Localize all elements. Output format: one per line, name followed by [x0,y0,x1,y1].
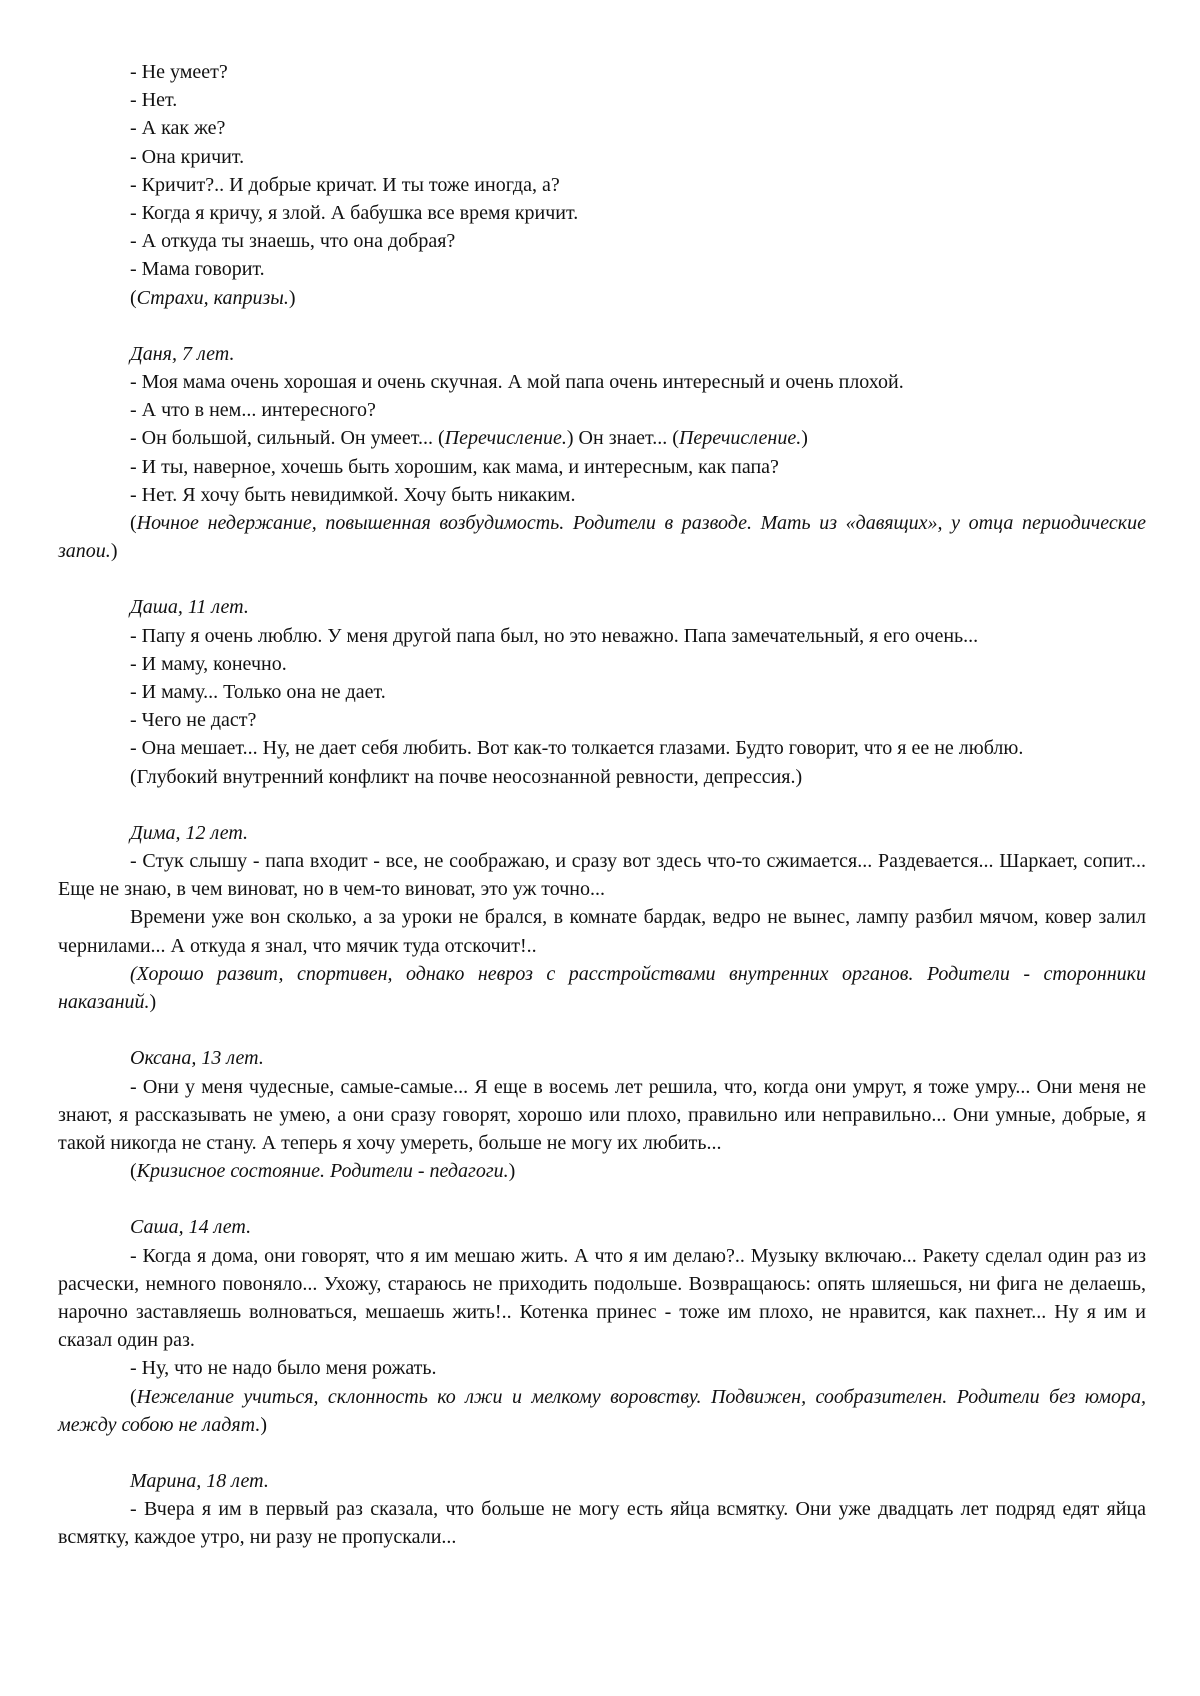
dialogue-line: (Хорошо развит, спортивен, однако невроз с расстройствами внутренних органов. Родители - сторонники наказаний.) [58,962,1146,1014]
dialogue-line: - Моя мама очень хорошая и очень скучная. А мой папа очень интересный и очень плохой. [130,371,904,394]
dialogue-line: - Когда я кричу, я злой. А бабушка все время кричит. [130,202,579,225]
speaker-name: Оксана, 13 лет. [130,1047,264,1070]
dialogue-line: - А что в нем... интересного? [130,399,376,422]
speaker-name: Дима, 12 лет. [130,821,249,844]
dialogue-section [58,58,1146,312]
speaker-name: Даня, 7 лет. [130,342,235,365]
speaker-name: Марина, 18 лет. [130,1469,269,1492]
document-page [58,58,1146,1552]
speaker-name: Даша, 11 лет. [130,596,249,619]
dialogue-line: - Он большой, сильный. Он умеет... (Перечисление.) Он знает... (Перечисление.) [130,427,808,450]
dialogue-line: - Вчера я им в первый раз сказала, что больше не могу есть яйца всмятку. Они уже двадцать лет подряд едят яйца всмятку, каждое утро, ни разу не пропускали... [58,1498,1146,1549]
dialogue-section [58,593,1146,790]
speaker-name: Саша, 14 лет. [130,1216,252,1239]
dialogue-line: (Нежелание учиться, склонность ко лжи и мелкому воровству. Подвижен, сообразителен. Родители без юмора, между собою не ладят.) [58,1385,1146,1436]
dialogue-line: - Мама говорит. [130,258,265,281]
dialogue-section [58,819,1146,1016]
dialogue-line: - А как же? [130,117,226,140]
dialogue-line: - И маму, конечно. [130,652,287,675]
dialogue-line: - Чего не даст? [130,709,257,732]
dialogue-section [58,340,1146,566]
dialogue-line: - И маму... Только она не дает. [130,681,386,704]
dialogue-line: - И ты, наверное, хочешь быть хорошим, как мама, и интересным, как папа? [130,455,779,478]
dialogue-section [58,1467,1146,1552]
dialogue-line: - Кричит?.. И добрые кричат. И ты тоже иногда, а? [130,173,560,196]
dialogue-section [58,1213,1146,1439]
dialogue-line: - Стук слышу - папа входит - все, не соображаю, и сразу вот здесь что-то сжимается... Раздевается... Шаркает, сопит... Еще не знаю, в чем виноват, но в чем-то виноват, это уж точно... [58,850,1146,901]
dialogue-line: - Когда я дома, они говорят, что я им мешаю жить. А что я им делаю?.. Музыку включаю... Ракету сделал один раз из расчески, немного повоняло... Ухожу, стараюсь не приходить подольше. Возвращаюсь: опять шляешься, ни фига не делаешь, нарочно заставляешь волноваться, мешаешь жить!.. Котенка принес - тоже им плохо, не нравится, как пахнет... Ну я им и сказал один раз. [58,1244,1146,1352]
dialogue-line: - Она кричит. [130,145,245,168]
dialogue-line: (Глубокий внутренний конфликт на почве неосознанной ревности, депрессия.) [130,765,803,788]
dialogue-section [58,1044,1146,1185]
dialogue-line: Времени уже вон сколько, а за уроки не брался, в комнате бардак, ведро не вынес, лампу разбил мячом, ковер залил чернилами... А откуда я знал, что мячик туда отскочит!.. [58,906,1146,957]
dialogue-line: - А откуда ты знаешь, что она добрая? [130,230,456,253]
dialogue-line: (Страхи, капризы.) [130,286,296,309]
dialogue-line: - Они у меня чудесные, самые-самые... Я еще в восемь лет решила, что, когда они умрут, я тоже умру... Они меня не знают, я рассказывать не умею, а они сразу говорят, хорошо или плохо, правильно или неправильно... Они умные, добрые, я такой никогда не стану. А теперь я хочу умереть, больше не могу их любить... [58,1075,1146,1154]
dialogue-line: - Ну, что не надо было меня рожать. [130,1357,437,1380]
dialogue-line: (Ночное недержание, повышенная возбудимость. Родители в разводе. Мать из «давящих», у отца периодические запои.) [58,512,1146,563]
dialogue-line: - Не умеет? [130,61,228,83]
dialogue-line: (Кризисное состояние. Родители - педагоги.) [130,1160,516,1183]
dialogue-line: - Нет. [130,89,178,112]
dialogue-line: - Она мешает... Ну, не дает себя любить. Вот как-то толкается глазами. Будто говорит, что я ее не люблю. [130,737,1024,760]
dialogue-line: - Нет. Я хочу быть невидимкой. Хочу быть никаким. [130,483,576,506]
dialogue-line: - Папу я очень люблю. У меня другой папа был, но это неважно. Папа замечательный, я его очень... [130,624,979,647]
